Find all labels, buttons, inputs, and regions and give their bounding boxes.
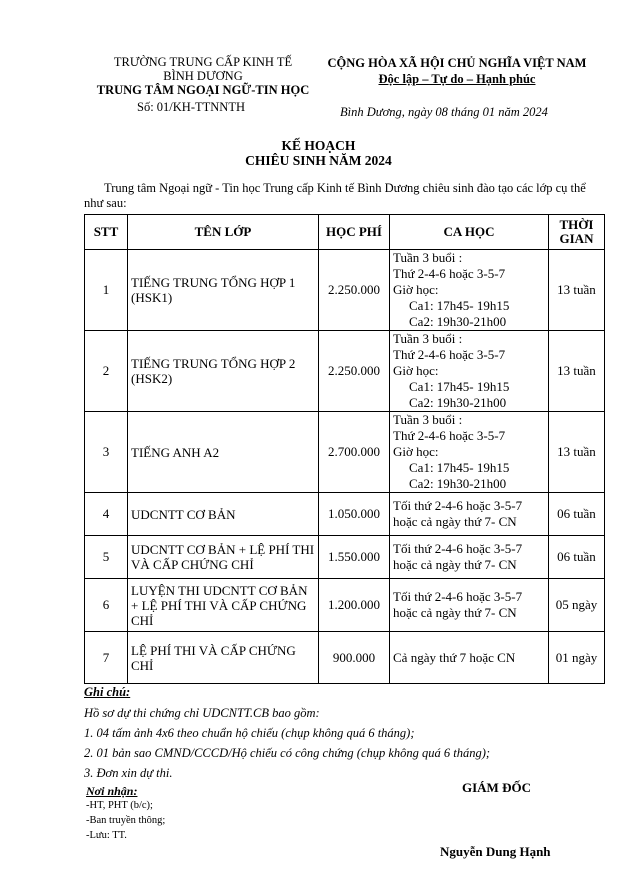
cell-time: 05 ngày — [549, 579, 605, 632]
table-row — [85, 493, 605, 536]
cell-time: 13 tuần — [549, 412, 605, 493]
cell-fee: 900.000 — [319, 632, 390, 684]
shift-line: Giờ học: — [393, 282, 439, 297]
shift-line: Tối thứ 2-4-6 hoặc 3-5-7 — [393, 589, 523, 604]
cell-time: 01 ngày — [549, 632, 605, 684]
cell-shift — [390, 536, 549, 579]
center-name: TRUNG TÂM NGOẠI NGỮ-TIN HỌC — [96, 83, 310, 97]
notes-line: 2. 01 bản sao CMND/CCCD/Hộ chiếu có công chứng (chụp không quá 6 tháng); — [84, 746, 491, 760]
cell-stt: 7 — [85, 632, 128, 684]
cell-fee: 2.250.000 — [319, 250, 390, 331]
intro-text: Trung tâm Ngoại ngữ - Tin học Trung cấp Kinh tế Bình Dương chiêu sinh đào tạo các lớp cụ thể như sau: — [84, 181, 586, 210]
header-time-line2: GIAN — [559, 231, 594, 246]
shift-line: hoặc cả ngày thứ 7- CN — [393, 557, 517, 572]
cell-stt: 6 — [85, 579, 128, 632]
cell-time: 06 tuần — [549, 493, 605, 536]
nation-title: CỘNG HÒA XÃ HỘI CHỦ NGHĨA VIỆT NAM — [327, 56, 587, 70]
cell-fee: 1.200.000 — [319, 579, 390, 632]
place-date: Bình Dương, ngày 08 tháng 01 năm 2024 — [340, 105, 548, 119]
cell-stt: 5 — [85, 536, 128, 579]
notes-heading: Ghi chú: — [84, 685, 131, 699]
recipient-item: -Ban truyền thông; — [86, 815, 166, 826]
header-left — [88, 55, 318, 97]
table-row — [85, 412, 605, 493]
document-number: Số: 01/KH-TTNNTH — [137, 100, 245, 114]
cell-shift — [390, 250, 549, 331]
shift-line: Thứ 2-4-6 hoặc 3-5-7 — [393, 266, 506, 281]
cell-name: TIẾNG TRUNG TỔNG HỢP 2 (HSK2) — [128, 331, 319, 412]
shift-line: hoặc cả ngày thứ 7- CN — [393, 605, 517, 620]
table-row — [85, 331, 605, 412]
shift-line: hoặc cả ngày thứ 7- CN — [393, 514, 517, 529]
shift-line: Tuần 3 buổi : — [393, 412, 463, 427]
shift-line: Thứ 2-4-6 hoặc 3-5-7 — [393, 428, 506, 443]
cell-stt: 2 — [85, 331, 128, 412]
shift-line: Cả ngày thứ 7 hoặc CN — [393, 649, 516, 665]
table-row — [85, 250, 605, 331]
header-time — [549, 215, 605, 250]
recipients-heading: Nơi nhận: — [86, 784, 138, 798]
table-header-row — [85, 215, 605, 250]
shift-line: Tuần 3 buổi : — [393, 250, 463, 265]
cell-time: 13 tuần — [549, 250, 605, 331]
cell-shift — [390, 579, 549, 632]
table-row — [85, 536, 605, 579]
cell-name: UDCNTT CƠ BẢN + LỆ PHÍ THI VÀ CẤP CHỨNG CHỈ — [128, 536, 319, 579]
cell-stt: 4 — [85, 493, 128, 536]
org-name-line1: TRƯỜNG TRUNG CẤP KINH TẾ — [113, 55, 293, 69]
cell-name: LỆ PHÍ THI VÀ CẤP CHỨNG CHỈ — [128, 632, 319, 684]
shift-line: Giờ học: — [393, 363, 439, 378]
cell-name: UDCNTT CƠ BẢN — [128, 493, 319, 536]
cell-stt: 3 — [85, 412, 128, 493]
cell-fee: 1.550.000 — [319, 536, 390, 579]
shift-line: Tuần 3 buổi : — [393, 331, 463, 346]
org-name-line2: BÌNH DƯƠNG — [163, 69, 243, 83]
nation-motto: Độc lập – Tự do – Hạnh phúc — [378, 72, 536, 86]
header-name: TÊN LỚP — [128, 215, 319, 250]
cell-time: 13 tuần — [549, 331, 605, 412]
header-fee: HỌC PHÍ — [319, 215, 390, 250]
shift-line: Giờ học: — [393, 444, 439, 459]
table-row — [85, 579, 605, 632]
shift-line: Ca1: 17h45- 19h15 — [409, 379, 510, 394]
cell-name: TIẾNG ANH A2 — [128, 412, 319, 493]
shift-line: Tối thứ 2-4-6 hoặc 3-5-7 — [393, 498, 523, 513]
cell-fee: 2.700.000 — [319, 412, 390, 493]
signature-name: Nguyễn Dung Hạnh — [440, 844, 551, 859]
shift-line: Thứ 2-4-6 hoặc 3-5-7 — [393, 347, 506, 362]
signature-role: GIÁM ĐỐC — [462, 780, 531, 795]
enrollment-table — [84, 214, 605, 684]
shift-line: Ca2: 19h30-21h00 — [409, 314, 507, 329]
shift-line: Ca1: 17h45- 19h15 — [409, 460, 510, 475]
notes-line: 3. Đơn xin dự thi. — [84, 766, 173, 780]
cell-name: TIẾNG TRUNG TỔNG HỢP 1 (HSK1) — [128, 250, 319, 331]
notes-line: 1. 04 tấm ảnh 4x6 theo chuẩn hộ chiếu (chụp không quá 6 tháng); — [84, 726, 415, 740]
cell-fee: 2.250.000 — [319, 331, 390, 412]
cell-shift — [390, 412, 549, 493]
document-title — [0, 138, 637, 168]
header-stt: STT — [85, 215, 128, 250]
table-row — [85, 632, 605, 684]
cell-name: LUYỆN THI UDCNTT CƠ BẢN + LỆ PHÍ THI VÀ CẤP CHỨNG CHỈ — [128, 579, 319, 632]
shift-line: Tối thứ 2-4-6 hoặc 3-5-7 — [393, 541, 523, 556]
cell-stt: 1 — [85, 250, 128, 331]
cell-time: 06 tuần — [549, 536, 605, 579]
cell-shift — [390, 493, 549, 536]
header-shift: CA HỌC — [390, 215, 549, 250]
shift-line: Ca2: 19h30-21h00 — [409, 395, 507, 410]
header-time-line1: THỜI — [559, 217, 594, 232]
notes-line: Hồ sơ dự thi chứng chỉ UDCNTT.CB bao gồm: — [84, 706, 320, 720]
shift-line: Ca2: 19h30-21h00 — [409, 476, 507, 491]
recipient-item: -Lưu: TT. — [86, 830, 127, 841]
title-line2: CHIÊU SINH NĂM 2024 — [245, 153, 392, 168]
cell-shift — [390, 331, 549, 412]
shift-line: Ca1: 17h45- 19h15 — [409, 298, 510, 313]
title-line1: KẾ HOẠCH — [281, 138, 356, 153]
cell-shift — [390, 632, 549, 684]
cell-fee: 1.050.000 — [319, 493, 390, 536]
recipient-item: -HT, PHT (b/c); — [86, 800, 153, 811]
